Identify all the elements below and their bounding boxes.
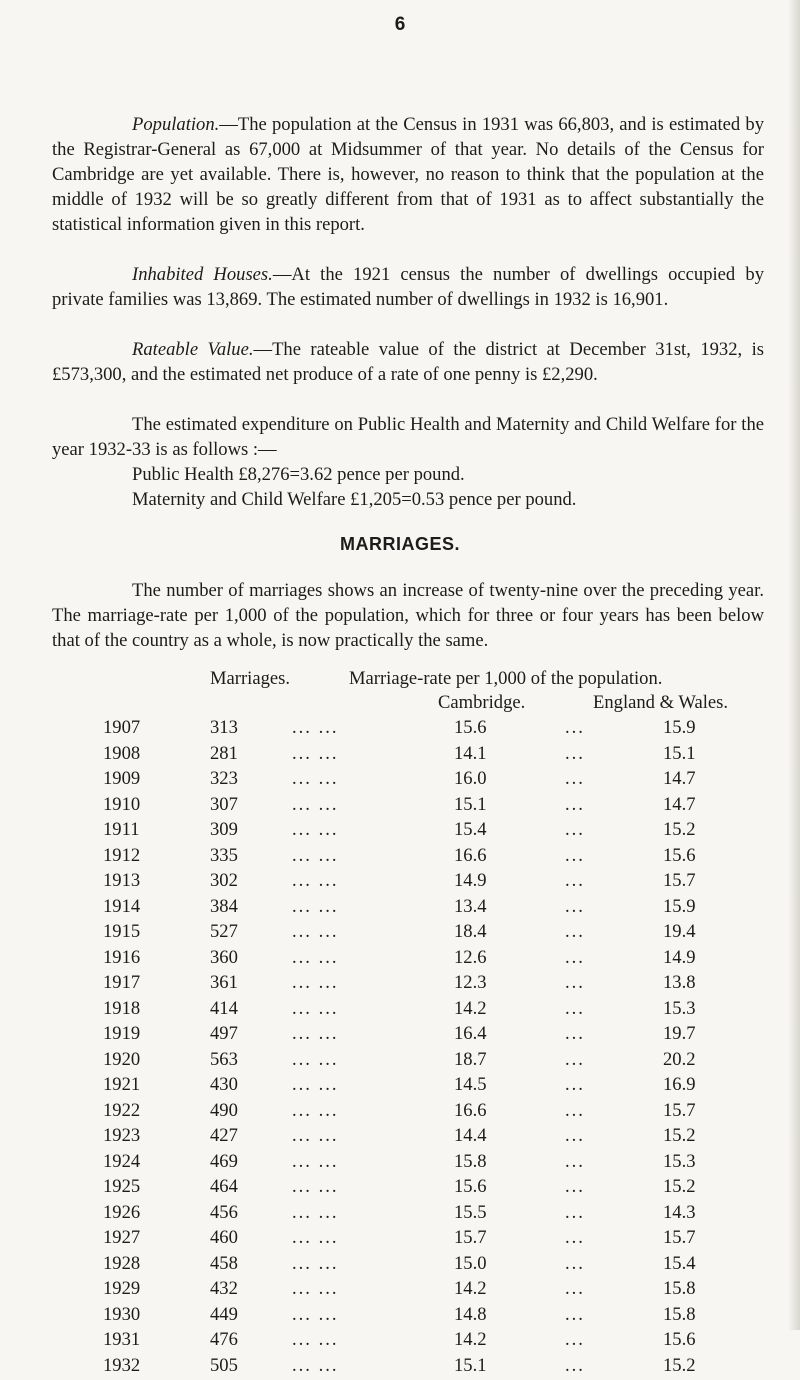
- row-leader-dots: ...: [565, 794, 585, 816]
- row-england-rate: 15.9: [663, 717, 696, 739]
- row-year: 1918: [103, 998, 140, 1020]
- row-leader-dots: ... ...: [292, 768, 339, 790]
- table-row: [0, 998, 800, 1024]
- row-year: 1932: [103, 1355, 140, 1377]
- row-cambridge-rate: 16.0: [454, 768, 487, 790]
- row-leader-dots: ... ...: [292, 972, 339, 994]
- row-cambridge-rate: 15.1: [454, 794, 487, 816]
- row-leader-dots: ... ...: [292, 1074, 339, 1096]
- row-marriages: 464: [210, 1176, 238, 1198]
- row-leader-dots: ... ...: [292, 819, 339, 841]
- row-marriages: 563: [210, 1049, 238, 1071]
- row-england-rate: 15.4: [663, 1253, 696, 1275]
- table-row: [0, 717, 800, 743]
- row-leader-dots: ... ...: [292, 1151, 339, 1173]
- row-england-rate: 14.7: [663, 794, 696, 816]
- row-cambridge-rate: 14.1: [454, 743, 487, 765]
- row-cambridge-rate: 15.6: [454, 1176, 487, 1198]
- row-leader-dots: ... ...: [292, 998, 339, 1020]
- row-leader-dots: ... ...: [292, 794, 339, 816]
- row-leader-dots: ... ...: [292, 1049, 339, 1071]
- population-paragraph: [52, 112, 764, 237]
- row-leader-dots: ... ...: [292, 1202, 339, 1224]
- row-cambridge-rate: 15.6: [454, 717, 487, 739]
- table-row: [0, 1304, 800, 1330]
- row-marriages: 527: [210, 921, 238, 943]
- row-cambridge-rate: 15.4: [454, 819, 487, 841]
- row-england-rate: 13.8: [663, 972, 696, 994]
- row-england-rate: 15.7: [663, 870, 696, 892]
- row-leader-dots: ... ...: [292, 1176, 339, 1198]
- row-year: 1929: [103, 1278, 140, 1300]
- row-year: 1920: [103, 1049, 140, 1071]
- row-leader-dots: ...: [565, 1329, 585, 1351]
- row-marriages: 361: [210, 972, 238, 994]
- row-year: 1931: [103, 1329, 140, 1351]
- row-leader-dots: ...: [565, 896, 585, 918]
- population-label: Population.: [132, 114, 219, 135]
- row-year: 1914: [103, 896, 140, 918]
- row-leader-dots: ...: [565, 768, 585, 790]
- table-row: [0, 1023, 800, 1049]
- row-leader-dots: ... ...: [292, 1304, 339, 1326]
- row-england-rate: 14.3: [663, 1202, 696, 1224]
- row-year: 1924: [103, 1151, 140, 1173]
- row-leader-dots: ... ...: [292, 1355, 339, 1377]
- row-leader-dots: ... ...: [292, 870, 339, 892]
- table-row: [0, 870, 800, 896]
- row-leader-dots: ...: [565, 1125, 585, 1147]
- row-marriages: 432: [210, 1278, 238, 1300]
- public-health-line: [52, 462, 764, 487]
- row-england-rate: 19.7: [663, 1023, 696, 1045]
- maternity-text: Maternity and Child Welfare £1,205=0.53 pence per pound.: [52, 487, 764, 512]
- header-rate-title: Marriage-rate per 1,000 of the population.: [349, 667, 662, 691]
- row-leader-dots: ...: [565, 1355, 585, 1377]
- row-leader-dots: ...: [565, 1304, 585, 1326]
- row-marriages: 307: [210, 794, 238, 816]
- table-row: [0, 1355, 800, 1380]
- row-marriages: 335: [210, 845, 238, 867]
- row-england-rate: 15.6: [663, 845, 696, 867]
- header-england-wales: England & Wales.: [593, 691, 728, 715]
- row-england-rate: 15.8: [663, 1278, 696, 1300]
- row-year: 1916: [103, 947, 140, 969]
- row-year: 1928: [103, 1253, 140, 1275]
- rateable-value-text: —The rateable value of the district at December 31st, 1932, is £573,300, and the estimated net produce of a rate of one penny is £2,290.: [52, 339, 764, 385]
- row-leader-dots: ...: [565, 947, 585, 969]
- row-leader-dots: ...: [565, 1100, 585, 1122]
- table-row: [0, 1125, 800, 1151]
- row-leader-dots: ...: [565, 972, 585, 994]
- table-row: [0, 768, 800, 794]
- marriages-intro-paragraph: [52, 578, 764, 653]
- row-leader-dots: ...: [565, 1074, 585, 1096]
- header-cambridge: Cambridge.: [438, 691, 525, 715]
- row-marriages: 384: [210, 896, 238, 918]
- row-cambridge-rate: 14.2: [454, 998, 487, 1020]
- row-year: 1923: [103, 1125, 140, 1147]
- row-leader-dots: ... ...: [292, 845, 339, 867]
- table-row: [0, 947, 800, 973]
- row-year: 1912: [103, 845, 140, 867]
- row-leader-dots: ... ...: [292, 896, 339, 918]
- row-leader-dots: ... ...: [292, 743, 339, 765]
- row-leader-dots: ... ...: [292, 947, 339, 969]
- marriages-heading: MARRIAGES.: [0, 534, 800, 555]
- table-row: [0, 794, 800, 820]
- row-leader-dots: ...: [565, 717, 585, 739]
- row-marriages: 430: [210, 1074, 238, 1096]
- row-marriages: 505: [210, 1355, 238, 1377]
- row-year: 1930: [103, 1304, 140, 1326]
- row-leader-dots: ...: [565, 1253, 585, 1275]
- rateable-value-paragraph: [52, 337, 764, 387]
- table-row: [0, 1100, 800, 1126]
- table-row: [0, 972, 800, 998]
- row-year: 1908: [103, 743, 140, 765]
- row-marriages: 302: [210, 870, 238, 892]
- row-marriages: 469: [210, 1151, 238, 1173]
- row-england-rate: 19.4: [663, 921, 696, 943]
- row-cambridge-rate: 12.3: [454, 972, 487, 994]
- row-leader-dots: ...: [565, 743, 585, 765]
- row-year: 1926: [103, 1202, 140, 1224]
- table-row: [0, 1049, 800, 1075]
- row-leader-dots: ... ...: [292, 1023, 339, 1045]
- row-england-rate: 15.9: [663, 896, 696, 918]
- table-row: [0, 1278, 800, 1304]
- row-marriages: 476: [210, 1329, 238, 1351]
- row-leader-dots: ...: [565, 1151, 585, 1173]
- row-leader-dots: ... ...: [292, 717, 339, 739]
- row-cambridge-rate: 14.2: [454, 1329, 487, 1351]
- row-england-rate: 16.9: [663, 1074, 696, 1096]
- maternity-line: [52, 487, 764, 512]
- row-cambridge-rate: 16.6: [454, 1100, 487, 1122]
- row-year: 1927: [103, 1227, 140, 1249]
- table-row: [0, 1074, 800, 1100]
- row-leader-dots: ... ...: [292, 1278, 339, 1300]
- row-england-rate: 15.2: [663, 1125, 696, 1147]
- row-marriages: 281: [210, 743, 238, 765]
- row-cambridge-rate: 14.8: [454, 1304, 487, 1326]
- row-leader-dots: ...: [565, 998, 585, 1020]
- inhabited-houses-text: —At the 1921 census the number of dwellings occupied by private families was 13,869. The estimated number of dwellings in 1932 is 16,901.: [52, 264, 764, 310]
- row-cambridge-rate: 16.6: [454, 845, 487, 867]
- public-health-text: Public Health £8,276=3.62 pence per pound.: [52, 462, 764, 487]
- row-year: 1921: [103, 1074, 140, 1096]
- row-year: 1910: [103, 794, 140, 816]
- expenditure-paragraph: [52, 412, 764, 462]
- expenditure-text: The estimated expenditure on Public Health and Maternity and Child Welfare for the year 1932-33 is as follows :—: [52, 412, 764, 462]
- row-england-rate: 14.9: [663, 947, 696, 969]
- row-leader-dots: ...: [565, 921, 585, 943]
- row-year: 1919: [103, 1023, 140, 1045]
- row-year: 1922: [103, 1100, 140, 1122]
- table-row: [0, 1151, 800, 1177]
- row-england-rate: 15.3: [663, 998, 696, 1020]
- row-leader-dots: ...: [565, 1023, 585, 1045]
- page-number: 6: [0, 14, 800, 36]
- row-leader-dots: ... ...: [292, 1100, 339, 1122]
- row-leader-dots: ...: [565, 819, 585, 841]
- row-leader-dots: ...: [565, 1227, 585, 1249]
- table-row: [0, 1329, 800, 1355]
- row-cambridge-rate: 14.2: [454, 1278, 487, 1300]
- row-year: 1917: [103, 972, 140, 994]
- row-marriages: 360: [210, 947, 238, 969]
- inhabited-houses-paragraph: [52, 262, 764, 312]
- row-cambridge-rate: 15.1: [454, 1355, 487, 1377]
- row-leader-dots: ...: [565, 1278, 585, 1300]
- table-row: [0, 819, 800, 845]
- table-row: [0, 743, 800, 769]
- row-year: 1911: [103, 819, 140, 841]
- row-cambridge-rate: 15.8: [454, 1151, 487, 1173]
- row-cambridge-rate: 15.0: [454, 1253, 487, 1275]
- row-cambridge-rate: 13.4: [454, 896, 487, 918]
- marriage-rate-table: [0, 717, 800, 1380]
- table-row: [0, 1176, 800, 1202]
- row-cambridge-rate: 14.9: [454, 870, 487, 892]
- header-marriages: Marriages.: [210, 667, 290, 691]
- row-marriages: 456: [210, 1202, 238, 1224]
- row-england-rate: 15.2: [663, 819, 696, 841]
- row-leader-dots: ...: [565, 1176, 585, 1198]
- row-england-rate: 15.2: [663, 1355, 696, 1377]
- row-leader-dots: ...: [565, 1049, 585, 1071]
- row-leader-dots: ... ...: [292, 1227, 339, 1249]
- row-cambridge-rate: 15.7: [454, 1227, 487, 1249]
- row-cambridge-rate: 15.5: [454, 1202, 487, 1224]
- row-marriages: 427: [210, 1125, 238, 1147]
- row-marriages: 449: [210, 1304, 238, 1326]
- table-row: [0, 896, 800, 922]
- row-year: 1909: [103, 768, 140, 790]
- row-year: 1925: [103, 1176, 140, 1198]
- row-marriages: 490: [210, 1100, 238, 1122]
- population-text: —The population at the Census in 1931 was 66,803, and is estimated by the Registrar-General as 67,000 at Midsummer of that year. No details of the Census for Cambridge are yet available. There is, however, no reason to think that the population at the middle of 1932 will be so greatly different from that of 1931 as to affect substantially the statistical information given in this report.: [52, 114, 764, 235]
- marriages-intro-text: The number of marriages shows an increase of twenty-nine over the preceding year. The marriage-rate per 1,000 of the population, which for three or four years has been below that of the country as a whole, is now practically the same.: [52, 578, 764, 653]
- row-leader-dots: ... ...: [292, 1125, 339, 1147]
- row-cambridge-rate: 18.7: [454, 1049, 487, 1071]
- row-marriages: 323: [210, 768, 238, 790]
- row-leader-dots: ...: [565, 870, 585, 892]
- row-cambridge-rate: 12.6: [454, 947, 487, 969]
- row-marriages: 458: [210, 1253, 238, 1275]
- row-cambridge-rate: 14.4: [454, 1125, 487, 1147]
- table-row: [0, 1202, 800, 1228]
- inhabited-houses-label: Inhabited Houses.: [132, 264, 273, 285]
- rateable-value-label: Rateable Value.: [132, 339, 253, 360]
- table-row: [0, 845, 800, 871]
- row-year: 1913: [103, 870, 140, 892]
- table-row: [0, 921, 800, 947]
- row-england-rate: 15.3: [663, 1151, 696, 1173]
- row-england-rate: 15.6: [663, 1329, 696, 1351]
- row-leader-dots: ... ...: [292, 921, 339, 943]
- row-england-rate: 15.7: [663, 1100, 696, 1122]
- row-england-rate: 14.7: [663, 768, 696, 790]
- row-marriages: 313: [210, 717, 238, 739]
- row-year: 1915: [103, 921, 140, 943]
- row-leader-dots: ... ...: [292, 1253, 339, 1275]
- table-row: [0, 1227, 800, 1253]
- row-england-rate: 15.1: [663, 743, 696, 765]
- row-england-rate: 15.8: [663, 1304, 696, 1326]
- row-year: 1907: [103, 717, 140, 739]
- row-england-rate: 15.2: [663, 1176, 696, 1198]
- row-cambridge-rate: 18.4: [454, 921, 487, 943]
- row-england-rate: 15.7: [663, 1227, 696, 1249]
- row-leader-dots: ... ...: [292, 1329, 339, 1351]
- row-leader-dots: ...: [565, 1202, 585, 1224]
- row-marriages: 414: [210, 998, 238, 1020]
- row-marriages: 497: [210, 1023, 238, 1045]
- row-england-rate: 20.2: [663, 1049, 696, 1071]
- row-cambridge-rate: 16.4: [454, 1023, 487, 1045]
- row-marriages: 460: [210, 1227, 238, 1249]
- row-cambridge-rate: 14.5: [454, 1074, 487, 1096]
- row-leader-dots: ...: [565, 845, 585, 867]
- table-row: [0, 1253, 800, 1279]
- row-marriages: 309: [210, 819, 238, 841]
